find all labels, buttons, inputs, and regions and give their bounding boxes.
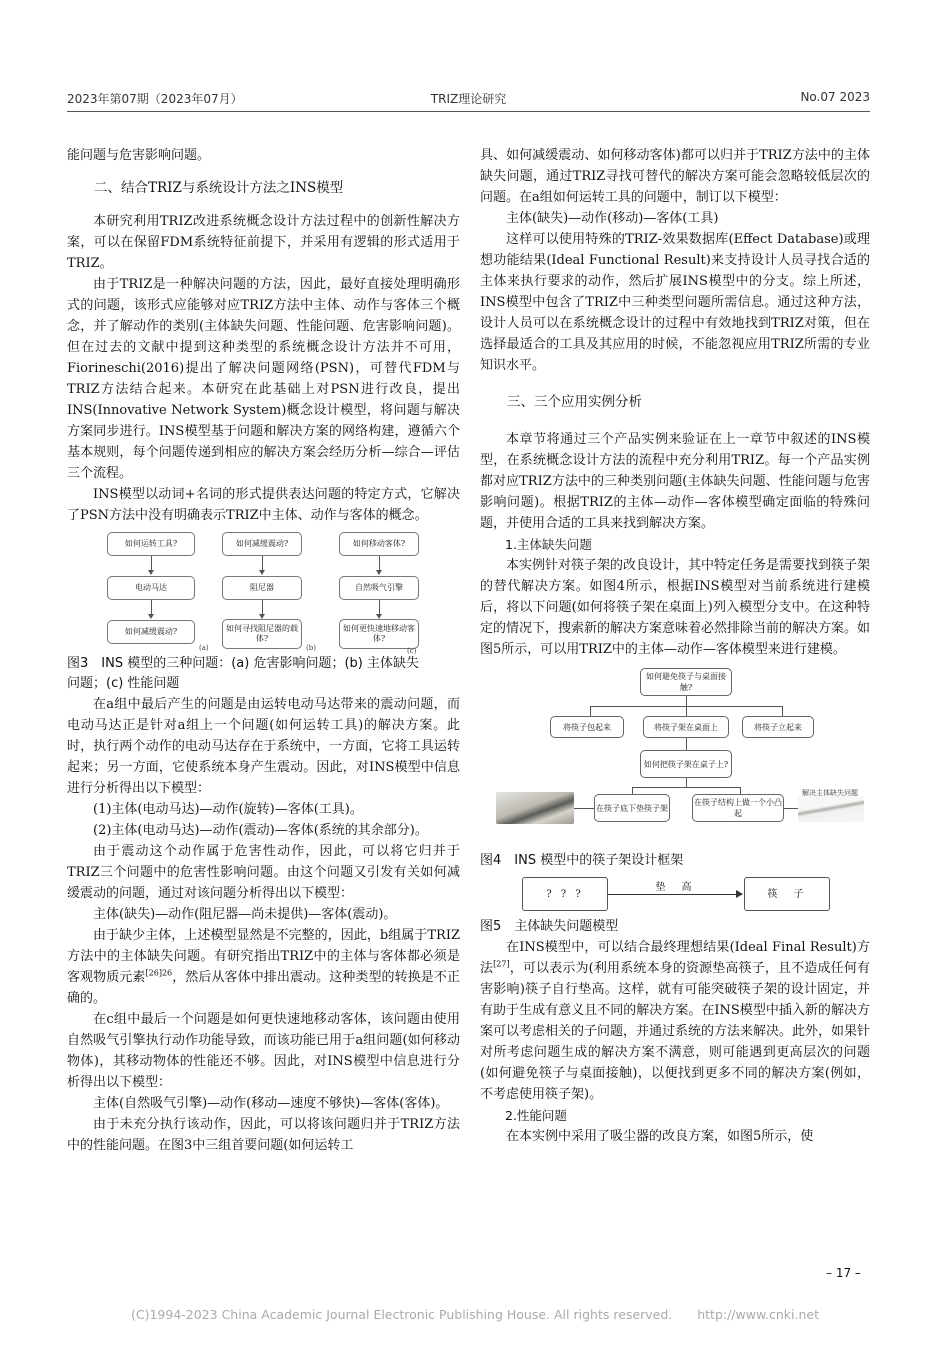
figure-4: [480, 666, 870, 851]
paragraph-text: 在INS模型中，可以结合最终理想结果(Ideal Final Result)方法: [480, 940, 870, 976]
header-rule: [67, 111, 870, 112]
copyright-footer: (C)1994-2023 China Academic Journal Electronic Publishing House. All rights reserved. http://www.cnki.net: [130, 1307, 820, 1322]
figure-5-caption: 图5 主体缺失问题模型: [480, 919, 619, 934]
citation: [27]: [493, 959, 510, 969]
fig3-label-b: (b): [306, 644, 316, 652]
paragraph: 主体(自然吸气引擎)—动作(移动—速度不够快)—客体(客体)。: [93, 1096, 449, 1111]
paragraph: 这样可以使用特殊的TRIZ-效果数据库(Effect Database)或理想功能结果(Ideal Functional Result)来支持设计人员寻找合适的主体来执行要求的动作，然后扩展INS模型中的分支。综上所述，INS模型中包含了TRIZ中三种类型问题所需信息。通过这种方法，设计人员可以在系统概念设计的过程中有效地找到TRIZ对策，但在选择最适合的工具及其应用的时候，不能忽视应用TRIZ所需的专业知识水平。: [480, 232, 870, 373]
section-title: 二、结合TRIZ与系统设计方法之INS模型: [94, 180, 344, 196]
fig5-object: 筷 子: [744, 877, 830, 911]
paragraph: 本实例针对筷子架的改良设计，其中特定任务是需要找到筷子架的替代解决方案。如图4所示，根据INS模型对当前系统进行建模后，将以下问题(如何将筷子架在桌面上)列入模型分支中。在这种特定的情况下，搜索新的解决方案意味着必然排除当前的解决方案。如图5所示，可以用TRIZ中的主体—动作—客体模型来进行建模。: [480, 558, 871, 657]
paragraph: 主体(缺失)—动作(移动)—客体(工具): [506, 211, 719, 226]
fig4-sub-question: 如何把筷子架在桌子上?: [640, 750, 732, 778]
fig4-option-wrap: 将筷子包起来: [550, 716, 624, 738]
fig3-b-question-2: 如何寻找阻尼器的载体?: [222, 619, 302, 649]
page-number: – 17 –: [826, 1266, 861, 1280]
paragraph: (1)主体(电动马达)—动作(旋转)—客体(工具)。: [93, 802, 363, 817]
paragraph: 在a组中最后产生的问题是由运转电动马达带来的震动问题，而电动马达正是针对a组上一个问题(如何运转工具)的解决方案。此时，执行两个动作的电动马达存在于系统中，一方面，它将工具运转起来；另一方面，它使系统本身产生震动。因此，对INS模型中信息进行分析得出以下模型：: [67, 697, 460, 796]
fig3-c-question-2: 如何更快速地移动客体?: [339, 619, 419, 649]
issue-number: No.07 2023: [800, 90, 870, 104]
subsection-title: 1.主体缺失问题: [505, 537, 592, 552]
citation: [26]26: [145, 968, 173, 978]
section-title: 三、三个应用实例分析: [507, 394, 642, 410]
journal-title: TRIZ理论研究: [430, 92, 507, 106]
figure-3-caption: 图3 INS 模型的三种问题：(a) 危害影响问题；(b) 主体缺失: [67, 656, 419, 671]
fig3-label-a: (a): [199, 644, 209, 652]
fig4-solution-bump: 在筷子结构上做一个小凸起: [692, 794, 784, 822]
fig3-b-solution: 阻尼器: [222, 576, 302, 600]
paragraph-text: 由于缺少主体，上述模型显然是不完整的，因此，b组属于TRIZ方法中的主体缺失问题。有研究指出TRIZ中的主体与客体都必须是客观物质元素: [67, 928, 460, 985]
fig3-c-solution: 自然吸气引擎: [339, 576, 419, 600]
subsection-title: 2.性能问题: [505, 1108, 567, 1123]
paragraph: 在本实例中采用了吸尘器的改良方案，如图5所示，使: [506, 1129, 814, 1144]
fig4-top-question: 如何避免筷子与桌面接触?: [640, 668, 732, 696]
right-column: [480, 145, 870, 1147]
paragraph-text: ，可以表示为(利用系统本身的资源垫高筷子，且不造成任何有害影响)筷子自行垫高。这样，就有可能突破筷子架的设计固定，并有助于生成有意义且不同的解决方案。在INS模型中插入新的解决方案可以考虑相关的子问题，并通过系统的方法来解决。此外，如果针对所考虑问题生成的解决方案不满意，则可能遇到更高层次的问题(如何避免筷子与桌面接触)，以便找到更多不同的解决方案(例如，不考虑使用筷子架)。: [480, 961, 871, 1102]
fig3-a-solution: 电动马达: [107, 576, 195, 600]
paragraph: 能问题与危害影响问题。: [67, 148, 211, 163]
figure-3: [67, 528, 460, 655]
paragraph: 由于TRIZ是一种解决问题的方法，因此，最好直接处理明确形式的问题，该形式应能够对应TRIZ方法中主体、动作与客体三个概念，并了解动作的类别(主体缺失问题、性能问题、危害影响问题)。但在过去的文献中提到这种类型的系统概念设计方法并不可用，Fiorineschi(2016)提出了解决问题网络(PSN)，可替代FDM与TRIZ方法结合起来。本研究在此基础上对PSN进行改良，提出INS(Innovative Network System)概念设计模型，将问题与解决方案同步进行。INS模型基于问题和解决方案的网络构建，遵循六个基本规则，每个问题传递到相应的解决方案会经历分析—综合—评估三个流程。: [67, 277, 460, 481]
journal-issue: 2023年第07期（2023年07月）: [67, 92, 243, 106]
running-header: [67, 88, 870, 110]
paragraph: (2)主体(电动马达)—动作(震动)—客体(系统的其余部分)。: [93, 823, 428, 838]
fig4-solution-stand: 在筷子底下垫筷子架: [594, 794, 670, 822]
paragraph: INS模型以动词+名词的形式提供表达问题的特定方式，它解决了PSN方法中没有明确表示TRIZ中主体、动作与客体的概念。: [67, 487, 460, 523]
fig3-label-c: (c): [407, 647, 417, 655]
fig3-c-question-1: 如何移动客体?: [339, 532, 419, 556]
fig4-option-rest: 将筷子架在桌面上: [643, 716, 729, 738]
fig4-option-stand: 将筷子立起来: [742, 716, 814, 738]
paragraph: 由于震动这个动作属于危害性动作，因此，可以将它归并于TRIZ三个问题中的危害性影响问题。由这个问题又引发有关如何减缓震动的问题，通过对该问题分析得出以下模型：: [67, 844, 460, 901]
paragraph: [67, 925, 460, 1009]
paragraph: 具、如何减缓震动、如何移动客体)都可以归并于TRIZ方法中的主体缺失问题，通过TRIZ寻找可替代的解决方案可能会忽略较低层次的问题。在a组如何运转工具的问题中，制订以下模型：: [480, 148, 870, 205]
paragraph: 由于未充分执行该动作，因此，可以将该问题归并于TRIZ方法中的性能问题。在图3中三组首要问题(如何运转工: [67, 1117, 460, 1153]
fig4-label: 解决主体缺失问题: [802, 789, 858, 797]
paragraph-text: ，然后从客体中排出震动。这种类型的转换是不正确的。: [67, 970, 460, 1006]
figure-4-caption: 图4 INS 模型中的筷子架设计框架: [480, 853, 684, 868]
paragraph: 本研究利用TRIZ改进系统概念设计方法过程中的创新性解决方案，可以在保留FDM系统特征前提下，并采用有逻辑的形式适用于TRIZ。: [67, 214, 460, 271]
fig3-a-question-2: 如何减缓震动?: [107, 620, 195, 644]
paragraph: 本章节将通过三个产品实例来验证在上一章节中叙述的INS模型，在系统概念设计方法的流程中充分利用TRIZ。每一个产品实例都对应TRIZ方法中的三种类别问题(主体缺失问题、性能问题与危害影响问题)。根据TRIZ的主体—动作—客体模型确定面临的特殊问题，并使用合适的工具来找到解决方案。: [480, 432, 870, 531]
fig3-b-question-1: 如何减缓震动?: [222, 532, 302, 556]
figure-5: [480, 877, 870, 913]
figure-3-caption-cont: 问题；(c) 性能问题: [67, 676, 180, 691]
fig5-action: 垫 高: [655, 882, 695, 893]
paragraph: 在c组中最后一个问题是如何更快速地移动客体，该问题由使用自然吸气引擎执行动作功能导致，而该功能已用于a组问题(如何移动物体)，其移动物体的性能还不够。因此，对INS模型中信息进行分析得出以下模型：: [67, 1012, 460, 1090]
left-column: [67, 145, 460, 1156]
fig5-subject: ? ? ?: [522, 877, 608, 911]
fig3-a-question-1: 如何运转工具?: [107, 532, 195, 556]
paragraph: 主体(缺失)—动作(阻尼器—尚未提供)—客体(震动)。: [93, 907, 397, 922]
fig4-photo-chopstick-rest: [496, 792, 574, 824]
paragraph: [480, 937, 870, 1105]
